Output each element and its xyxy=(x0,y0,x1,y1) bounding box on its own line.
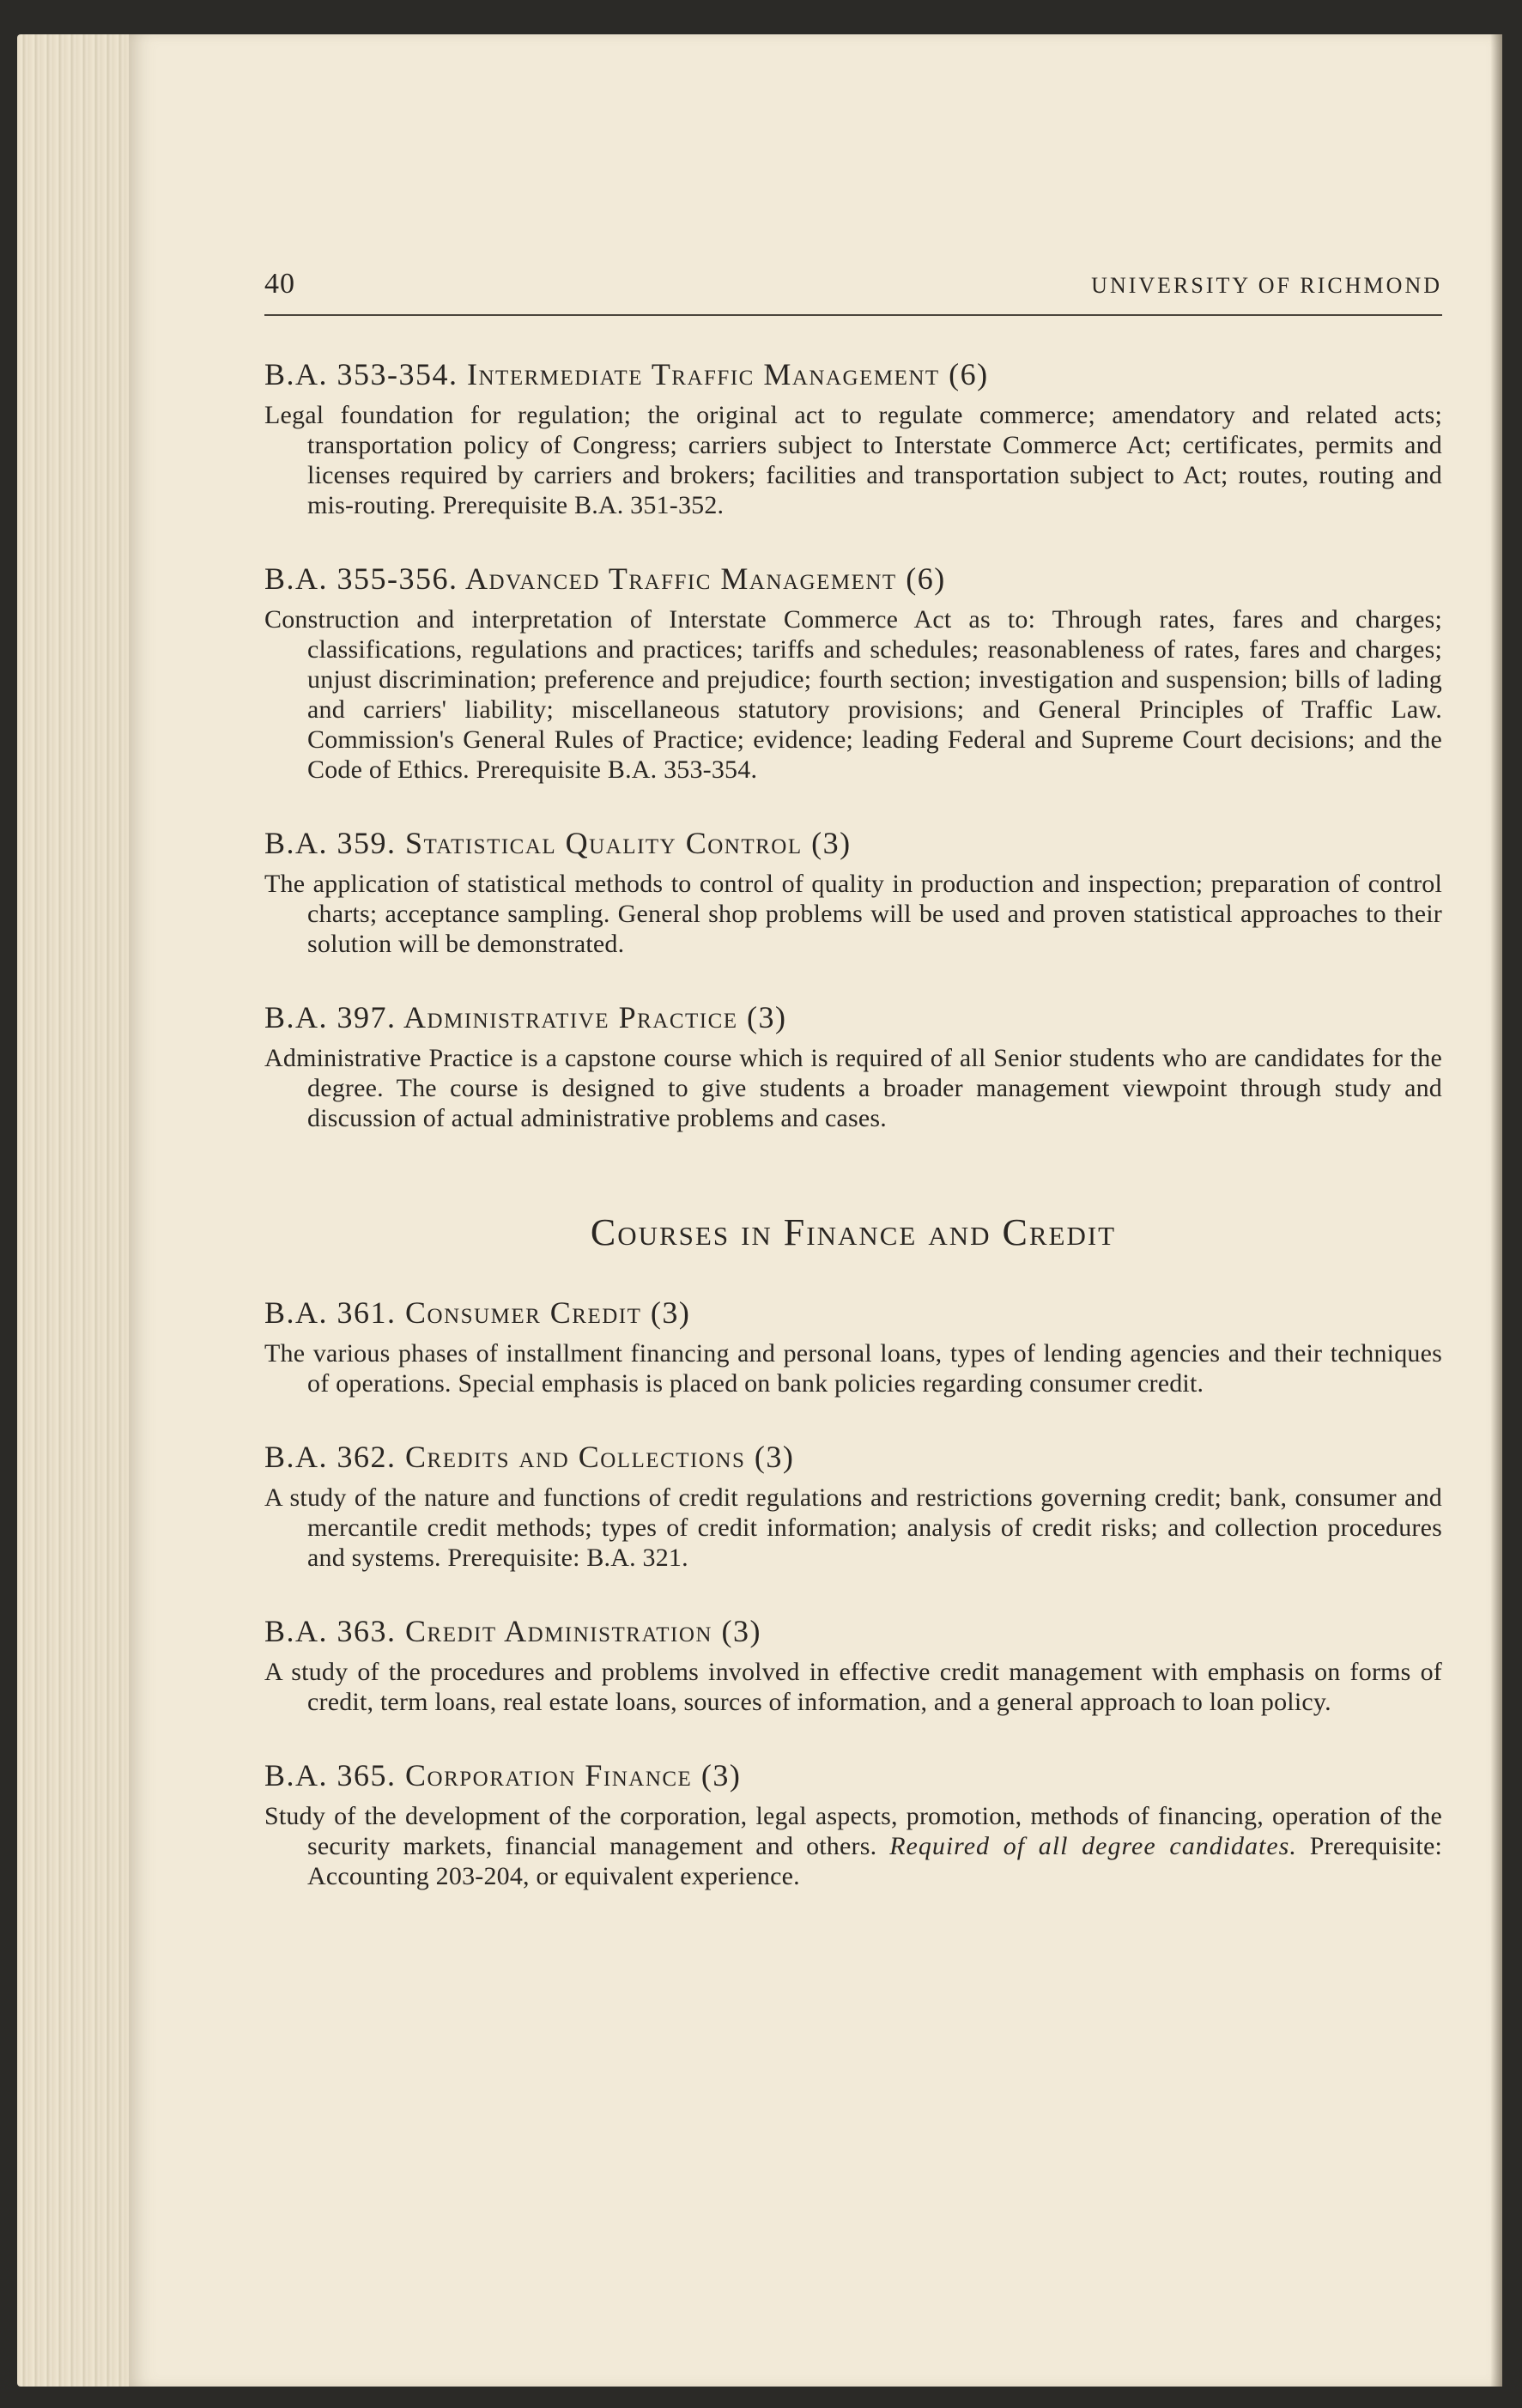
course-entry xyxy=(264,1612,1442,1717)
course-credits: (6) xyxy=(949,357,989,391)
description-text-part: Prerequisite: Accounting 203-204, or equivalent experience. xyxy=(307,1832,1442,1890)
page-gutter-shadow xyxy=(1490,34,1502,2387)
course-description xyxy=(264,1483,1442,1573)
course-description xyxy=(264,869,1442,959)
course-title: Administrative Practice xyxy=(403,1000,738,1034)
course-code: B.A. 365. xyxy=(264,1758,397,1792)
course-description xyxy=(264,1338,1442,1398)
book-page-edges xyxy=(17,34,146,2387)
course-title: Credits and Collections xyxy=(405,1440,746,1474)
course-entry xyxy=(264,1438,1442,1573)
course-entry xyxy=(264,1294,1442,1398)
course-code: B.A. 353-354. xyxy=(264,357,458,391)
description-text-part: Study of the development of the corporation, legal aspects, promotion, methods of financing, operation of the security markets, financial management and others. xyxy=(264,1802,1442,1860)
course-credits: (3) xyxy=(754,1440,795,1474)
course-code: B.A. 355-356. xyxy=(264,561,458,596)
course-entry xyxy=(264,355,1442,520)
course-code: B.A. 397. xyxy=(264,1000,397,1034)
course-description-text: A study of the nature and functions of credit regulations and restrictions governing credit; bank, consumer and mercantile credit methods; types of credit information; analysis of credit risks; and collection procedures and systems. Prerequisite: B.A. 321. xyxy=(264,1483,1442,1572)
course-credits: (6) xyxy=(906,561,946,596)
course-description-text: The application of statistical methods to control of quality in production and inspection; preparation of control charts; acceptance sampling. General shop problems will be used and proven statistical approaches to their solution will be demonstrated. xyxy=(264,870,1442,958)
course-heading xyxy=(264,1612,1442,1650)
course-code: B.A. 361. xyxy=(264,1295,397,1330)
course-title: Credit Administration xyxy=(405,1614,712,1648)
course-title: Intermediate Traffic Management xyxy=(467,357,940,391)
course-description xyxy=(264,604,1442,785)
course-credits: (3) xyxy=(650,1295,691,1330)
page-content xyxy=(264,268,1442,1891)
course-description xyxy=(264,400,1442,520)
course-entry xyxy=(264,560,1442,785)
course-heading xyxy=(264,355,1442,393)
course-entry xyxy=(264,1756,1442,1891)
page-number: 40 xyxy=(264,268,295,300)
course-heading xyxy=(264,1294,1442,1331)
course-description xyxy=(264,1657,1442,1717)
course-entry xyxy=(264,998,1442,1133)
section-heading: Courses in Finance and Credit xyxy=(590,1211,1117,1253)
running-header xyxy=(264,268,1442,316)
course-title: Consumer Credit xyxy=(405,1295,642,1330)
course-entry xyxy=(264,824,1442,959)
course-credits: (3) xyxy=(811,826,852,860)
course-description-text: Legal foundation for regulation; the original act to regulate commerce; amendatory and related acts; transportation policy of Congress; carriers subject to Interstate Commerce Act; certificates, permits and licenses required by carriers and brokers; facilities and transportation subject to Act; routes, routing and mis-routing. Prerequisite B.A. 351-352. xyxy=(264,401,1442,519)
course-credits: (3) xyxy=(747,1000,787,1034)
course-heading xyxy=(264,560,1442,597)
course-heading xyxy=(264,1438,1442,1476)
course-heading xyxy=(264,1756,1442,1794)
course-description-text: Administrative Practice is a capstone course which is required of all Senior students who are candidates for the degree. The course is designed to give students a broader management viewpoint through study and discussion of actual administrative problems and cases. xyxy=(264,1044,1442,1132)
course-description-text: A study of the procedures and problems involved in effective credit management with emphasis on forms of credit, term loans, real estate loans, sources of information, and a general approach to loan policy. xyxy=(264,1658,1442,1716)
running-title: UNIVERSITY OF RICHMOND xyxy=(1091,273,1442,298)
course-code: B.A. 363. xyxy=(264,1614,397,1648)
course-credits: (3) xyxy=(721,1614,761,1648)
course-title: Advanced Traffic Management xyxy=(465,561,897,596)
course-heading xyxy=(264,824,1442,862)
course-description xyxy=(264,1043,1442,1133)
course-code: B.A. 359. xyxy=(264,826,397,860)
course-heading xyxy=(264,998,1442,1036)
course-title: Corporation Finance xyxy=(405,1758,693,1792)
course-code: B.A. 362. xyxy=(264,1440,397,1474)
course-description-text xyxy=(264,1802,1442,1890)
course-credits: (3) xyxy=(700,1758,742,1792)
course-title: Statistical Quality Control xyxy=(405,826,803,860)
course-description xyxy=(264,1801,1442,1891)
course-description-text: The various phases of installment financing and personal loans, types of lending agencies and their techniques of operations. Special emphasis is placed on bank policies regarding consumer credit. xyxy=(264,1339,1442,1398)
required-note: Required of all degree candidates. xyxy=(889,1832,1297,1860)
course-description-text: Construction and interpretation of Interstate Commerce Act as to: Through rates, fares and charges; classifications, regulations and practices; tariffs and schedules; reasonableness of rates, fares and charges; unjust discrimination; preference and prejudice; fourth section; investigation and suspension; bills of lading and carriers' liability; miscellaneous statutory provisions; and General Principles of Traffic Law. Commission's General Rules of Practice; evidence; leading Federal and Supreme Court decisions; and the Code of Ethics. Prerequisite B.A. 353-354. xyxy=(264,605,1442,784)
